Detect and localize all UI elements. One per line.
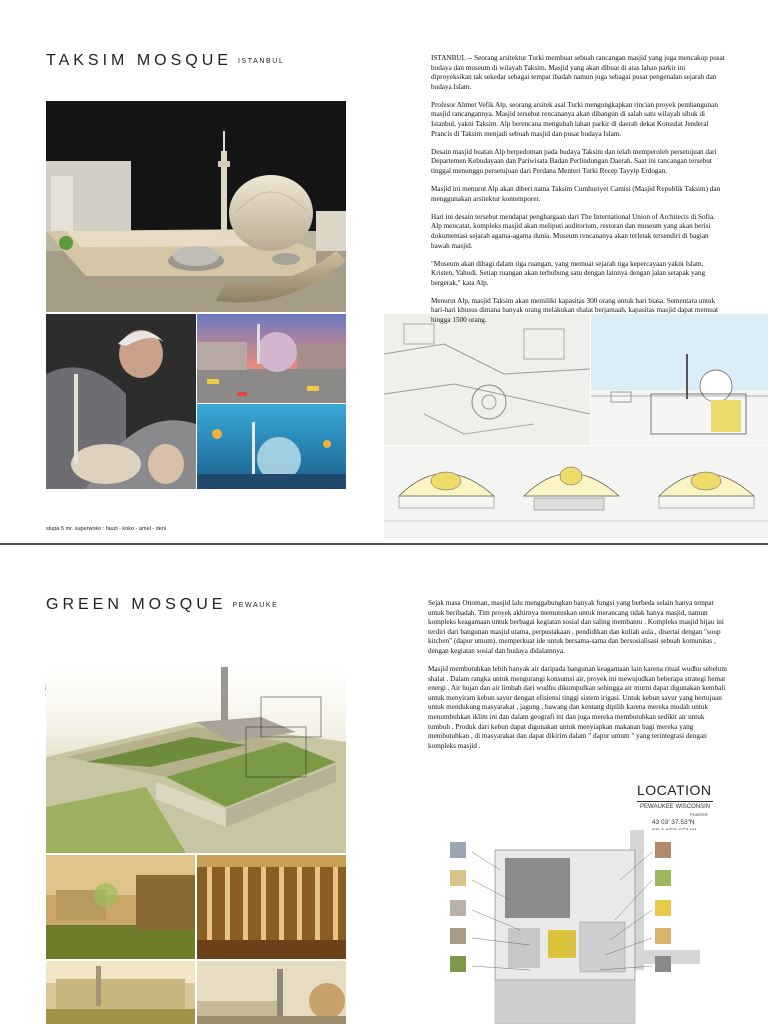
taksim-paragraph: Menurut Alp, masjid Taksim akan memiliki kapasitas 300 orang untuk hari biasa. Sementara untuk hari-hari khusus dimana banyak orang melakukan shalat berjamaah, kapasitas masjid dapat memuat hingga 1500 orang. bbox=[431, 296, 719, 325]
taksim-model-photo bbox=[46, 101, 346, 312]
taksim-paragraph: Hari ini desain tersebut mendapat penghargaan dari The International Union of Architects di Sofia. Alp mencatat, kompleks masjid akan meliputi auditorium, restoran dan museum yang akan berisi dokumentasi sejarah agama-agama dunia. Museum rencananya akan terletak tersendiri di bagian bawah masjid. bbox=[431, 212, 715, 250]
taksim-paragraph: Desain masjid buatan Alp berpedoman pada budaya Taksim dan telah memperoleh persetujuan dari Departemen Kebudayaan dan Pariwisata Badan Perlindungan Daerah. Saat ini rancangan tersebut tinggal menunggu persetujuan dari Perdana Menteri Turki Recep Tayyip Erdogan. bbox=[431, 147, 717, 175]
location-lat: 43 03' 37.53"N bbox=[652, 819, 695, 826]
green-title: GREEN MOSQUE $^{PEWAUKE}$ bbox=[46, 596, 279, 613]
green-sheet bbox=[0, 545, 768, 1024]
taksim-paragraph: Masjid ini menurut Alp akan diberi nama Taksim Cumhuriyet Camisi (Masjid Republik Taksim) dan menggunakan arsitektur kontemporer. bbox=[431, 185, 721, 203]
taksim-paragraph: Profesor Ahmet Vefik Alp, seorang arsitek asal Turki mengungkapkan rincian proyek pembangunan masjid rancangannya. Masjid tersebut rencananya akan dibangun di salah satu wilayah sibuk di Istanbul, yakni Taksim. Alp berencana mengubah lahan parkir di daerah dekat Konsulat Jenderal Prancis di Taksim menjadi sebuah masjid dan pusat budaya Islam. bbox=[431, 100, 718, 138]
location-rule bbox=[637, 801, 713, 802]
green-text bbox=[428, 599, 728, 760]
green-exterior-render-2 bbox=[197, 961, 346, 1024]
taksim-text bbox=[431, 54, 727, 334]
taksim-underwater-render bbox=[197, 404, 346, 489]
architect-photo bbox=[46, 314, 196, 489]
green-courtyard-render bbox=[46, 855, 195, 959]
location-place: PEWAUKEE WISCONSIN bbox=[640, 804, 711, 810]
green-location: PEWAUKE bbox=[232, 602, 279, 609]
credit-line: stupa 5 mr. superwoko : fauzi - koko - amel - deni bbox=[46, 526, 167, 532]
taksim-title: TAKSIM MOSQUE $^{ISTANBUL}$ bbox=[46, 52, 285, 69]
green-paragraph: Masjid membutuhkan lebih banyak air daripada bangunan keagamaan lain karena ritual wudhu sebelum shalat . Dalam rangka untuk mengurangi konsumsi air, proyek ini mewujudkan beberapa strategi hemat energi . Air hujan dan air limbah dari wudhu dikumpulkan sehingga air murni dapat digunakan kembali untuk menyiram kebun sayur dengan efisiensi tinggi sistem irigasi. Untuk kebun sayur yang bertujuan untuk mendukung masyarakat , jagung , bawang dan kentang dipilih karena mereka mudah untuk menumbuhkan iklim ini dan dalam geografi ini dan juga mereka membutuhkan sedikit air untuk tumbuh . Produk dari kebun dapat digunakan untuk menyiapkan makanan bagi mereka yang membutuhkan , di masyarakat dan dapat dikirim dalam " dapur umum " yang terintegrasi dengan kompleks masjid . bbox=[428, 665, 727, 750]
green-aerial-render bbox=[46, 667, 346, 853]
green-site-plan bbox=[400, 830, 700, 1024]
taksim-paragraph: "Museum akan dibagi dalam tiga ruangan, yang memuat sejarah tiga kepercayaan yakni Islam, Kristen, Yahudi. Setiap ruangan akan terhubung satu dengan lainnya dengan jalan setapak yang bergerak," kata Alp. bbox=[431, 259, 706, 287]
location-heading: LOCATION bbox=[637, 782, 712, 798]
location-pointer: POINTER bbox=[690, 812, 708, 817]
green-exterior-render-1 bbox=[46, 961, 195, 1024]
green-interior-render bbox=[197, 855, 346, 959]
taksim-city-render bbox=[197, 314, 346, 403]
green-paragraph: Sejak masa Ottoman, masjid lalu menggabungkan banyak fungsi yang berbeda selain hanya tempat untuk beribadah. Tim proyek akhirnya memutuskan untuk merancang tidak hanya masjid, namun kompleks keagamaan untuk berbagai kegiatan sosial dan saling membantu . Kompleks masjid hijau ini terdiri dari bangunan masjid utama, perpustakaan , pendidikan dan kuliah aula , disertai dengan "soup kitchen" (dapur umum), memperkuat ide untuk bersama-sama dan bersosialisasi sebuah komunitas , dengan kegiatan sosial dan budaya didalamnya. bbox=[428, 599, 724, 655]
taksim-paragraph: ISTANBUL -- Seorang arsitektur Turki membuat sebuah rancangan masjid yang juga mencakup pusat budaya dan museum di wilayah Taksim. Masjid yang akan dibuat di atas lahan parkir ini diproyeksikan tak sekedar sebagai tempat ibadah namun juga sebagai pusat pengenalan sejarah dan budaya Islam. bbox=[431, 54, 725, 91]
taksim-location: ISTANBUL bbox=[237, 58, 285, 65]
taksim-floor-plans bbox=[384, 446, 768, 538]
